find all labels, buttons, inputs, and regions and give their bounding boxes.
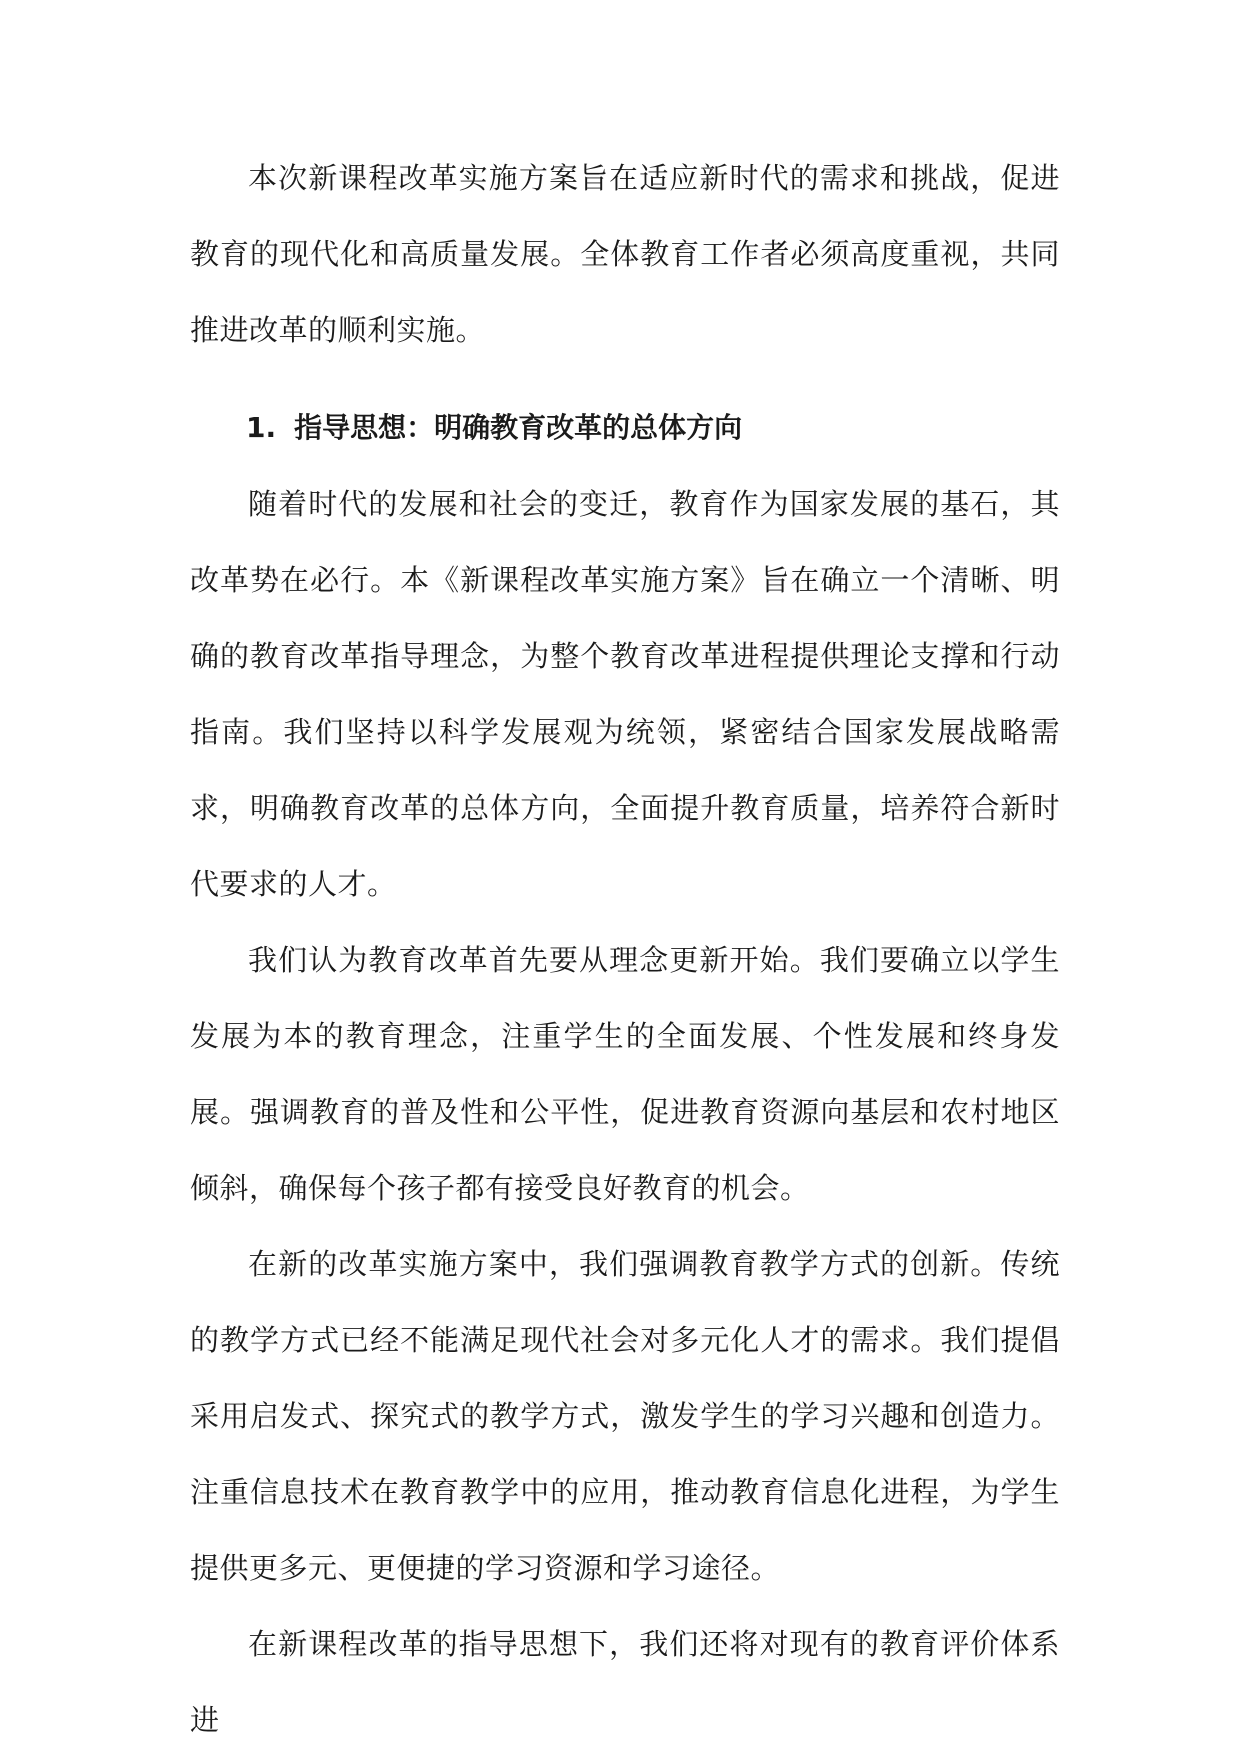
body-paragraph: 随着时代的发展和社会的变迁，教育作为国家发展的基石，其改革势在必行。本《新课程改革实施方案》旨在确立一个清晰、明确的教育改革指导理念，为整个教育改革进程提供理论支撑和行动指南。我们坚持以科学发展观为统领，紧密结合国家发展战略需求，明确教育改革的总体方向，全面提升教育质量，培养符合新时代要求的人才。: [190, 487, 1060, 901]
body-paragraph: 在新课程改革的指导思想下，我们还将对现有的教育评价体系进: [190, 1627, 1060, 1737]
section-heading: [190, 390, 1060, 466]
section-title: 指导思想：明确教育改革的总体方向: [294, 411, 743, 444]
section-number: 1.: [246, 411, 277, 444]
document-page: [190, 140, 1060, 1758]
body-paragraph: 我们认为教育改革首先要从理念更新开始。我们要确立以学生发展为本的教育理念，注重学生的全面发展、个性发展和终身发展。强调教育的普及性和公平性，促进教育资源向基层和农村地区倾斜，确保每个孩子都有接受良好教育的机会。: [190, 943, 1060, 1205]
body-paragraph: 在新的改革实施方案中，我们强调教育教学方式的创新。传统的教学方式已经不能满足现代社会对多元化人才的需求。我们提倡采用启发式、探究式的教学方式，激发学生的学习兴趣和创造力。注重信息技术在教育教学中的应用，推动教育信息化进程，为学生提供更多元、更便捷的学习资源和学习途径。: [190, 1247, 1060, 1585]
intro-paragraph: 本次新课程改革实施方案旨在适应新时代的需求和挑战，促进教育的现代化和高质量发展。全体教育工作者必须高度重视，共同推进改革的顺利实施。: [190, 161, 1060, 347]
